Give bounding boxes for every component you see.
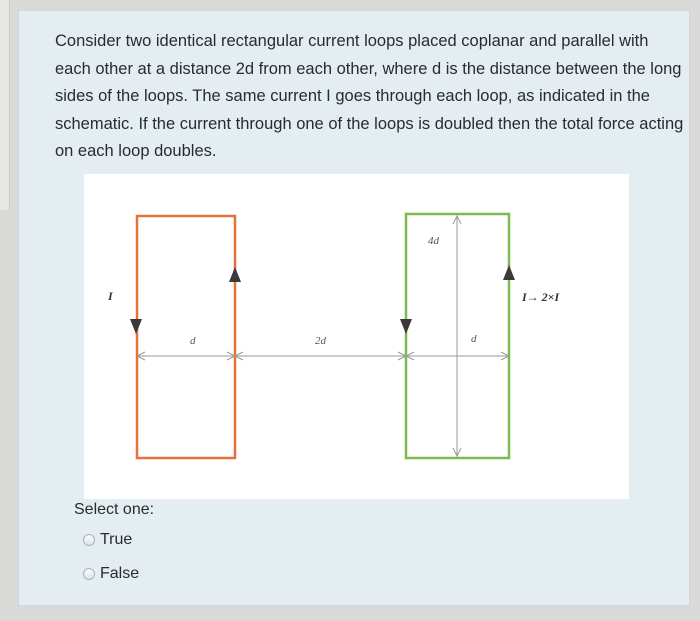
left-loop [137, 216, 235, 458]
option-false[interactable] [83, 563, 139, 585]
height-label: 4d [428, 235, 439, 247]
right-loop-down-arrow [400, 319, 412, 334]
option-true-label: True [100, 531, 133, 548]
question-text: Consider two identical rectangular current loops placed coplanar and parallel with each other at a distance 2d from each other, where d is the distance between the long sides of the loops. The same current I goes through each loop, as indicated in the schematic. If the current through one of the loops is doubled then the total force acting on each loop doubles. [55, 32, 684, 160]
left-loop-down-arrow [130, 319, 142, 334]
current-loops-diagram [84, 174, 629, 499]
right-loop-up-arrow [503, 265, 515, 280]
schematic-figure [84, 174, 629, 499]
option-true[interactable] [83, 529, 132, 551]
left-edge-strip [0, 0, 10, 210]
radio-true[interactable] [83, 534, 95, 546]
select-one-label: Select one: [74, 501, 155, 518]
left-loop-up-arrow [229, 267, 241, 282]
question-panel [18, 10, 690, 606]
gap-label: 2d [315, 335, 326, 347]
half-width-label-left: d [190, 335, 196, 347]
half-width-label-right: d [471, 333, 477, 345]
current-label: I [108, 289, 113, 303]
current-change-label: I→ 2×I [522, 290, 560, 304]
option-false-label: False [100, 565, 140, 582]
radio-false[interactable] [83, 568, 95, 580]
